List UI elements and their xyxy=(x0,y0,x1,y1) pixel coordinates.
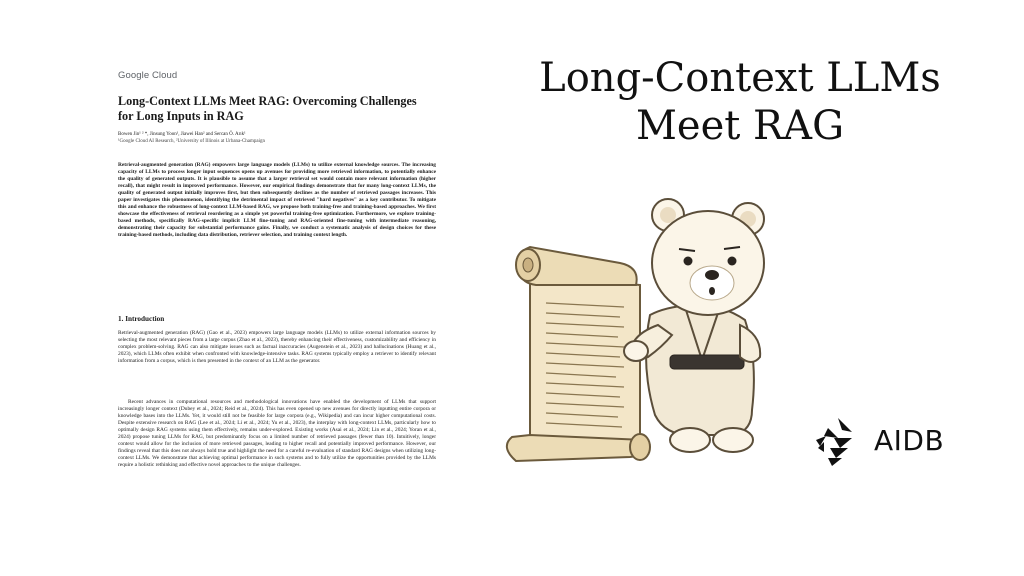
headline-line-1: Long-Context LLMs xyxy=(539,55,941,101)
aidb-logo xyxy=(814,414,964,470)
google-cloud-logo xyxy=(118,70,177,81)
paper-title: Long-Context LLMs Meet RAG: Overcoming Challenges for Long Inputs in RAG xyxy=(118,94,417,123)
paper-authors xyxy=(118,132,438,145)
paper-page xyxy=(112,66,444,516)
author-list: Bowen Jin¹ ² *, Jinsung Yoon¹, Jiawei Han² and Sercan Ö. Arık¹ xyxy=(118,132,246,137)
headline xyxy=(500,54,980,150)
bee-icon xyxy=(814,416,860,466)
intro-paragraph-2: Recent advances in computational resources and methodological innovations have enabled the development of LLMs that support increasingly longer context (Dubey et al., 2024; Reid et al., 2024). This has even opened up new avenues for directly inputting entire corpora or knowledge bases into the LLMs. Yet, it would still not be feasible for large corpora (e.g., Wikipedia) and can incur higher computational costs. Despite extensive research on RAG (Lee et al., 2024; Li et al., 2024; Yu et al., 2023), the interplay with long-context LLMs, particularly how to optimally design RAG systems using them effectively, remains under-explored. Existing works (Asai et al., 2024; Lin et al., 2024; Yoran et al., 2024) propose tuning LLMs for RAG, but predominantly focus on a limited number of retrieved passages (fewer than 10). Intuitively, longer context would allow for the inclusion of more retrieved passages, leading to higher recall and potentially improved performance. However, our findings reveal that this does not always hold true and highlight the need for a careful re-evaluation of standard RAG designs when utilizing long-context LLMs. We demonstrate that achieving optimal performance in such systems and to fully utilize the opportunities provided by the LLMs require a holistic rethinking and effective novel approaches to the unique challenges. xyxy=(118,399,436,469)
intro-paragraph-1: Retrieval-augmented generation (RAG) (Gao et al., 2023) empowers large language models (LLMs) to utilize external information sources by selecting the most relevant pieces from a large corpus (Zhao et al., 2023), thereby enhancing their effectiveness, customizability and efficiency in complex problem-solving. RAG can also mitigate issues such as factual inaccuracies (Augenstein et al., 2023) and hallucinations (Huang et al., 2023), which LLMs often exhibit when confronted with knowledge-intensive tasks. RAG systems typically employ a retriever to identify relevant information from a corpus, which is then presented in the context of an LLM as the generator. xyxy=(118,330,436,365)
paper-abstract: Retrieval-augmented generation (RAG) empowers large language models (LLMs) to utilize external knowledge sources. The increasing capacity of LLMs to process longer input sequences opens up avenues for providing more retrieved information, to potentially enhance the quality of generated outputs. It is plausible to assume that a larger retrieval set would contain more relevant information (higher recall), that might result in improved performance. However, our empirical findings demonstrate that for many long-context LLMs, the quality of generated output initially improves first, but then subsequently declines as the number of retrieved passages increases. This paper investigates this phenomenon, identifying the detrimental impact of retrieved "hard negatives" as a key contributor. To mitigate this and enhance the robustness of long-context LLM-based RAG, we propose both training-free and training-based approaches. We first showcase the effectiveness of retrieval reordering as a simple yet powerful training-free optimization. Furthermore, we explore training-based methods, specifically RAG-specific implicit LLM fine-tuning and RAG-oriented fine-tuning with intermediate reasoning, demonstrating their capacity for substantial performance gains. Finally, we conduct a systematic analysis of design choices for these training-based methods, including data distribution, retriever selection, and training context length. xyxy=(118,162,436,239)
aidb-logo-text: AIDB xyxy=(874,424,945,457)
headline-line-2: Meet RAG xyxy=(635,103,845,149)
brand-text: Google Cloud xyxy=(118,70,178,81)
section-heading: 1. Introduction xyxy=(118,315,165,323)
bear-head xyxy=(652,199,764,315)
author-affiliations: ¹Google Cloud AI Research, ²University of Illinois at Urbana-Champaign xyxy=(118,138,265,144)
bear-reading-scroll-illustration xyxy=(490,185,800,475)
